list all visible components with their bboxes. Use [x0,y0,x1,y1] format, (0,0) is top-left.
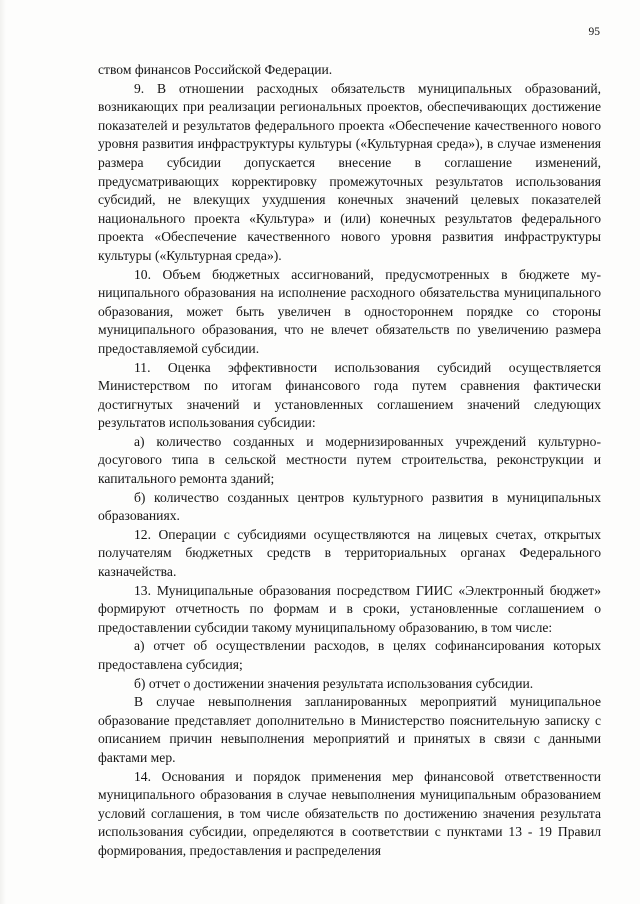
paragraph-item-11-b: б) количество созданных центров культурного развития в муниципальных образованиях. [98,489,601,524]
scan-edge [0,0,6,904]
paragraph-item-13-a: а) отчет об осуществлении расходов, в целях софинансирования которых предоставлена субсидия; [98,638,601,672]
paragraph-item-11: 11. Оценка эффективности использования субсидий осуществляется Министерством по итогам финансового года путем сравнения фактически достигнутых значений и установленных соглашением значений следующих результатов использования субсидии: [98,359,601,431]
paragraph-item-13: 13. Муниципальные образования посредством ГИИС «Электронный бюджет» формируют отчетность по формам и в сроки, установленные соглашением о предоставлении субсидии такому муниципальному образованию, в том числе: [98,582,601,635]
paragraph-item-10: 10. Объем бюджетных ассигнований, предусмотренных в бюджете муниципального образования на исполнение расходного обязательства муниципального образования, может быть увеличен в одностороннем порядке со стороны муниципального образования, что не влечет обязательств по увеличению размера предоставляемой субсидии. [98,266,601,356]
paragraph-continuation: ством финансов Российской Федерации. [98,62,333,77]
paragraph-item-14: 14. Основания и порядок применения мер финансовой ответственности муниципального образования в случае невыполнения муниципальным образованием условий соглашения, в том числе обязательств по достижению значения результата использования субсидии, определяются в соответствии с пунктами 13 - 19 Правил формирования, предоставления и распределения [98,768,601,858]
paragraph-item-11-a: а) количество созданных и модернизированных учреждений культурно-досугового типа в сельской местности путем строительства, реконструкции и капитального ремонта зданий; [98,433,601,487]
paragraph-item-13-b: б) отчет о достижении значения результата использования субсидии. [134,675,534,691]
document-body [98,61,601,861]
paragraph-item-13-note: В случае невыполнения запланированных мероприятий муниципальное образование представляет дополнительно в Министерство пояснительную записку с описанием причин невыполнения мероприятий и принятых в связи с данными фактами мер. [98,694,601,765]
paragraph-item-9: 9. В отношении расходных обязательств муниципальных образований, возникающих при реализации региональных проектов, обеспечивающих достижение показателей и результатов федерального проекта «Обеспечение качественного нового уровня развития инфраструктуры культуры («Культурная среда»), в случае изменения размера субсидии допускается внесение в соглашение изменений, предусматривающих корректировку промежуточных результатов использования субсидий, не влекущих ухудшения конечных значений целевых показателей национального проекта «Культура» и (или) конечных результатов федерального проекта «Обеспечение качественного нового уровня развития инфраструктуры культуры («Культурная среда»). [98,80,601,263]
page-number: 95 [588,26,600,38]
paragraph-item-12: 12. Операции с субсидиями осуществляются на лицевых счетах, открытых получателям бюджетных средств в территориальных органах Федерального казначейства. [98,526,601,580]
